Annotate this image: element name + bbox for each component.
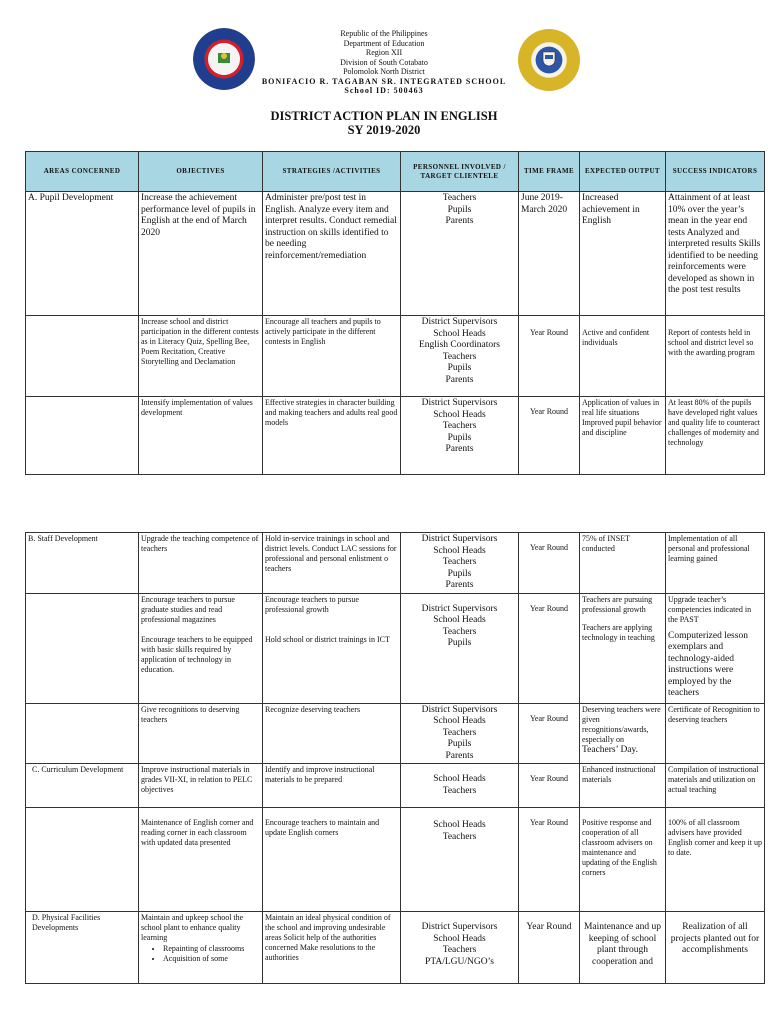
personnel-item: School Heads [433, 820, 486, 830]
cell-expected-output [580, 593, 666, 703]
cell-expected-output [580, 703, 666, 764]
personnel-item: School Heads [433, 409, 486, 420]
cell-time-frame: Year Round [519, 316, 580, 397]
cell-personnel [401, 764, 519, 808]
cell-time-frame: June 2019-March 2020 [519, 192, 580, 316]
school-id: School ID: 500463 [344, 86, 424, 95]
cell-success-indicators: At least 80% of the pupils have developed right values and quality life to counteract challenges of modernity and technology [666, 397, 765, 475]
personnel-item: PTA/LGU/NGO’s [425, 956, 494, 967]
cell-personnel [401, 912, 519, 984]
personnel-item: Teachers [442, 831, 477, 842]
col-header-success-indicators: SUCCESS INDICATORS [666, 152, 765, 192]
objective-text: Maintain and upkeep school the school plant to enhance quality learning [141, 913, 244, 942]
cell-personnel [401, 593, 519, 703]
cell-expected-output: 75% of INSET conducted [580, 533, 666, 594]
cell-strategies: Encourage teachers to maintain and update English corners [263, 808, 401, 912]
cell-success-indicators: Implementation of all personal and professional learning gained [666, 533, 765, 594]
col-header-objectives: OBJECTIVES [139, 152, 263, 192]
cell-objectives: Increase the achievement performance level of pupils in English at the end of March 2020 [139, 192, 263, 316]
personnel-item: Teachers [442, 626, 477, 637]
table-row [26, 316, 765, 397]
action-plan-table-part-2 [25, 532, 765, 984]
cell-success-indicators: Realization of all projects planted out for accomplishments [666, 912, 765, 984]
cell-strategies [263, 593, 401, 703]
personnel-item: Parents [445, 444, 474, 454]
cell-time-frame: Year Round [519, 593, 580, 703]
table-row [26, 764, 765, 808]
personnel-item: Parents [445, 374, 474, 385]
cell-personnel [401, 808, 519, 912]
personnel-item: School Heads [433, 716, 486, 726]
cell-expected-output: Maintenance and up keeping of school plant through cooperation and [580, 912, 666, 984]
cell-objectives: Intensify implementation of values development [139, 397, 263, 475]
strategy-text: Hold school or district trainings in ICT [265, 634, 390, 644]
personnel-item: Teachers [442, 193, 477, 203]
cell-area: B. Staff Development [26, 533, 139, 594]
cell-time-frame: Year Round [519, 764, 580, 808]
strategy-text: Encourage teachers to pursue professional growth [265, 594, 359, 614]
personnel-item: Pupils [447, 568, 472, 579]
personnel-item: District Supervisors [421, 317, 498, 327]
personnel-item: Pupils [447, 739, 472, 749]
personnel-item: District Supervisors [421, 922, 498, 932]
output-text: Teachers’ Day. [582, 744, 639, 755]
cell-time-frame: Year Round [519, 808, 580, 912]
header-line: Polomolok North District [343, 67, 425, 76]
indicator-text: Upgrade teacher’s competencies indicated in the PAST [668, 594, 752, 624]
cell-strategies: Effective strategies in character building and making teachers and adults real good models [263, 397, 401, 475]
personnel-item: Teachers [442, 785, 477, 796]
personnel-item: Pupils [447, 638, 472, 648]
cell-objectives [139, 912, 263, 984]
col-header-time-frame: TIME FRAME [519, 152, 580, 192]
personnel-item: District Supervisors [421, 534, 498, 544]
cell-success-indicators: Compilation of instructional materials and utilization on actual teaching [666, 764, 765, 808]
personnel-item: Teachers [442, 945, 477, 955]
cell-success-indicators: Report of contests held in school and district level so with the awarding program [666, 316, 765, 397]
cell-area: A. Pupil Development [26, 192, 139, 316]
cell-area: D. Physical Facilities Developments [26, 912, 139, 984]
table-row [26, 593, 765, 703]
cell-personnel [401, 192, 519, 316]
cell-expected-output: Enhanced instructional materials [580, 764, 666, 808]
cell-strategies: Administer pre/post test in English. Analyze every item and interpret results. Conduct remedial instruction on skills identified to be needing reinforcement/remediation [263, 192, 401, 316]
cell-objectives: Give recognitions to deserving teachers [139, 703, 263, 764]
table-row [26, 533, 765, 594]
school-name: BONIFACIO R. TAGABAN SR. INTEGRATED SCHOOL [261, 76, 507, 86]
action-plan-table-part-1 [25, 151, 765, 475]
cell-area [26, 593, 139, 703]
cell-expected-output: Active and confident individuals [580, 316, 666, 397]
cell-objectives: Improve instructional materials in grades VII-XI, in relation to PELC objectives [139, 764, 263, 808]
cell-area: C. Curriculum Development [26, 764, 139, 808]
cell-success-indicators [666, 593, 765, 703]
cell-area [26, 703, 139, 764]
table-row [26, 912, 765, 984]
col-header-expected-output: EXPECTED OUTPUT [580, 152, 666, 192]
header-line: Republic of the Philippines [340, 29, 428, 38]
cell-success-indicators: 100% of all classroom advisers have provided English corner and keep it up to date. [666, 808, 765, 912]
personnel-item: School Heads [433, 774, 486, 784]
col-header-personnel: PERSONNEL INVOLVED / TARGET CLIENTELE [401, 152, 519, 192]
personnel-item: School Heads [433, 615, 486, 625]
cell-time-frame: Year Round [519, 533, 580, 594]
output-text: Teachers are pursuing professional growth [582, 594, 653, 614]
table-header-row [26, 152, 765, 192]
cell-strategies: Hold in-service trainings in school and district levels. Conduct LAC sessions for professional and personal enlistment o teachers [263, 533, 401, 594]
personnel-item: Parents [445, 750, 474, 761]
personnel-item: English Coordinators [418, 340, 500, 350]
cell-personnel [401, 397, 519, 475]
col-header-strategies: STRATEGIES /ACTIVITIES [263, 152, 401, 192]
bullet-item: • Acquisition of some [163, 954, 260, 964]
header-line: Department of Education [343, 38, 425, 48]
personnel-item: Pupils [447, 363, 472, 373]
cell-expected-output: Increased achievement in English [580, 192, 666, 316]
cell-objectives: Maintenance of English corner and reading corner in each classroom with updated data presented [139, 808, 263, 912]
personnel-item: School Heads [433, 545, 486, 556]
indicator-text: Computerized lesson exemplars and technology-aided instructions were employed by the teachers [668, 630, 748, 698]
cell-time-frame: Year Round [519, 703, 580, 764]
title-line-1: DISTRICT ACTION PLAN IN ENGLISH [270, 109, 498, 123]
table-row [26, 192, 765, 316]
cell-strategies: Maintain an ideal physical condition of the school and improving undesirable areas Solicit help of the authorities concerned Make resolutions to the authorities [263, 912, 401, 984]
header-block [0, 29, 768, 96]
cell-success-indicators: Attainment of at least 10% over the year’s mean in the year end tests Analyzed and interpreted results Skills identified to be needing reinforcements were developed as shown in the post test results [666, 192, 765, 316]
objective-text: Encourage teachers to pursue graduate studies and read professional magazines [141, 594, 235, 624]
objective-bullets [141, 944, 260, 964]
personnel-item: Teachers [442, 421, 477, 431]
output-text: Teachers are applying technology in teaching [582, 622, 655, 642]
cell-area [26, 316, 139, 397]
cell-strategies: Recognize deserving teachers [263, 703, 401, 764]
cell-area [26, 808, 139, 912]
cell-success-indicators: Certificate of Recognition to deserving teachers [666, 703, 765, 764]
personnel-item: Teachers [442, 727, 477, 738]
personnel-item: Teachers [442, 557, 477, 567]
cell-strategies: Encourage all teachers and pupils to actively participate in the different contests in English [263, 316, 401, 397]
output-text: Deserving teachers were given recognitions/awards, especially on [582, 704, 661, 744]
personnel-item: School Heads [433, 328, 486, 339]
cell-personnel [401, 533, 519, 594]
table-row [26, 397, 765, 475]
cell-time-frame: Year Round [519, 397, 580, 475]
bullet-item: • Repainting of classrooms [163, 944, 260, 954]
title-line-2: SY 2019-2020 [347, 123, 421, 137]
personnel-item: School Heads [433, 933, 486, 944]
cell-expected-output: Positive response and cooperation of all classroom advisers on maintenance and updating of the English corners [580, 808, 666, 912]
cell-objectives [139, 593, 263, 703]
personnel-item: Teachers [442, 351, 477, 362]
document-title [0, 109, 768, 137]
personnel-item: District Supervisors [421, 603, 498, 614]
objective-text: Encourage teachers to be equipped with basic skills required by application of technology in education. [141, 634, 253, 674]
personnel-item: District Supervisors [421, 398, 498, 408]
cell-personnel [401, 703, 519, 764]
header-line: Region XII [365, 48, 403, 57]
personnel-item: Parents [445, 216, 474, 226]
cell-strategies: Identify and improve instructional materials to be prepared [263, 764, 401, 808]
cell-objectives: Upgrade the teaching competence of teachers [139, 533, 263, 594]
table-row [26, 703, 765, 764]
cell-time-frame: Year Round [519, 912, 580, 984]
header-line: Division of South Cotabato [340, 57, 428, 67]
personnel-item: District Supervisors [421, 704, 498, 715]
personnel-item: Pupils [447, 432, 472, 443]
cell-objectives: Increase school and district participation in the different contests as in Literacy Quiz, Spelling Bee, Poem Recitation, Creative Storytelling and Declamation [139, 316, 263, 397]
table-row [26, 808, 765, 912]
cell-expected-output: Application of values in real life situations Improved pupil behavior and discipline [580, 397, 666, 475]
cell-personnel [401, 316, 519, 397]
cell-area [26, 397, 139, 475]
col-header-areas: AREAS CONCERNED [26, 152, 139, 192]
personnel-item: Pupils [447, 204, 472, 215]
personnel-item: Parents [445, 580, 474, 590]
